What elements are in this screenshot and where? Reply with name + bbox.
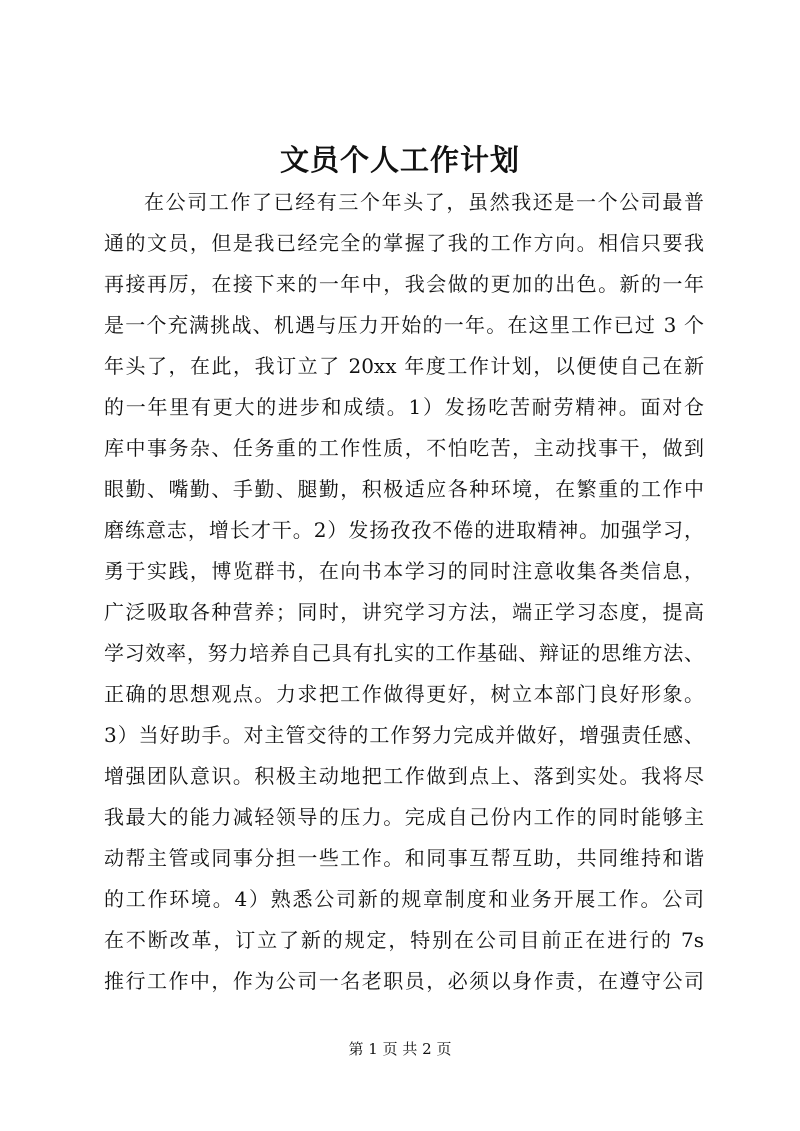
body-line: 正确的思想观点。力求把工作做得更好，树立本部门良好形象。 [104,682,704,706]
body-line: 再接再厉，在接下来的一年中，我会做的更加的出色。新的一年 [104,272,704,296]
body-line: 推行工作中，作为公司一名老职员，必须以身作责，在遵守公司 [104,969,704,993]
body-line: 年头了，在此，我订立了 20xx 年度工作计划，以便使自己在新 [104,354,704,378]
body-line: 3）当好助手。对主管交待的工作努力完成并做好，增强责任感、 [104,723,704,747]
body-line: 增强团队意识。积极主动地把工作做到点上、落到实处。我将尽 [104,764,704,788]
body-line: 在不断改革，订立了新的规定，特别在公司目前正在进行的 7s [104,928,704,952]
body-line: 广泛吸取各种营养；同时，讲究学习方法，端正学习态度，提高 [104,600,704,624]
body-line: 学习效率，努力培养自己具有扎实的工作基础、辩证的思维方法、 [104,641,704,665]
body-line: 是一个充满挑战、机遇与压力开始的一年。在这里工作已过 3 个 [104,313,704,337]
body-line: 勇于实践，博览群书，在向书本学习的同时注意收集各类信息， [104,559,704,583]
body-line: 我最大的能力减轻领导的压力。完成自己份内工作的同时能够主 [104,805,704,829]
document-title: 文员个人工作计划 [279,143,520,177]
body-line: 动帮主管或同事分担一些工作。和同事互帮互助，共同维持和谐 [104,846,704,870]
body-line: 库中事务杂、任务重的工作性质，不怕吃苦，主动找事干，做到 [104,436,704,460]
document-body [104,182,704,1002]
body-line: 在公司工作了已经有三个年头了，虽然我还是一个公司最普 [144,190,704,214]
body-line: 通的文员，但是我已经完全的掌握了我的工作方向。相信只要我 [104,231,704,255]
body-line: 眼勤、嘴勤、手勤、腿勤，积极适应各种环境，在繁重的工作中 [104,477,704,501]
page-number-footer: 第 1 页 共 2 页 [348,1040,452,1058]
body-line: 的工作环境。4）熟悉公司新的规章制度和业务开展工作。公司 [104,887,704,911]
body-line: 的一年里有更大的进步和成绩。1）发扬吃苦耐劳精神。面对仓 [104,395,704,419]
body-line: 磨练意志，增长才干。2）发扬孜孜不倦的进取精神。加强学习， [104,518,704,542]
